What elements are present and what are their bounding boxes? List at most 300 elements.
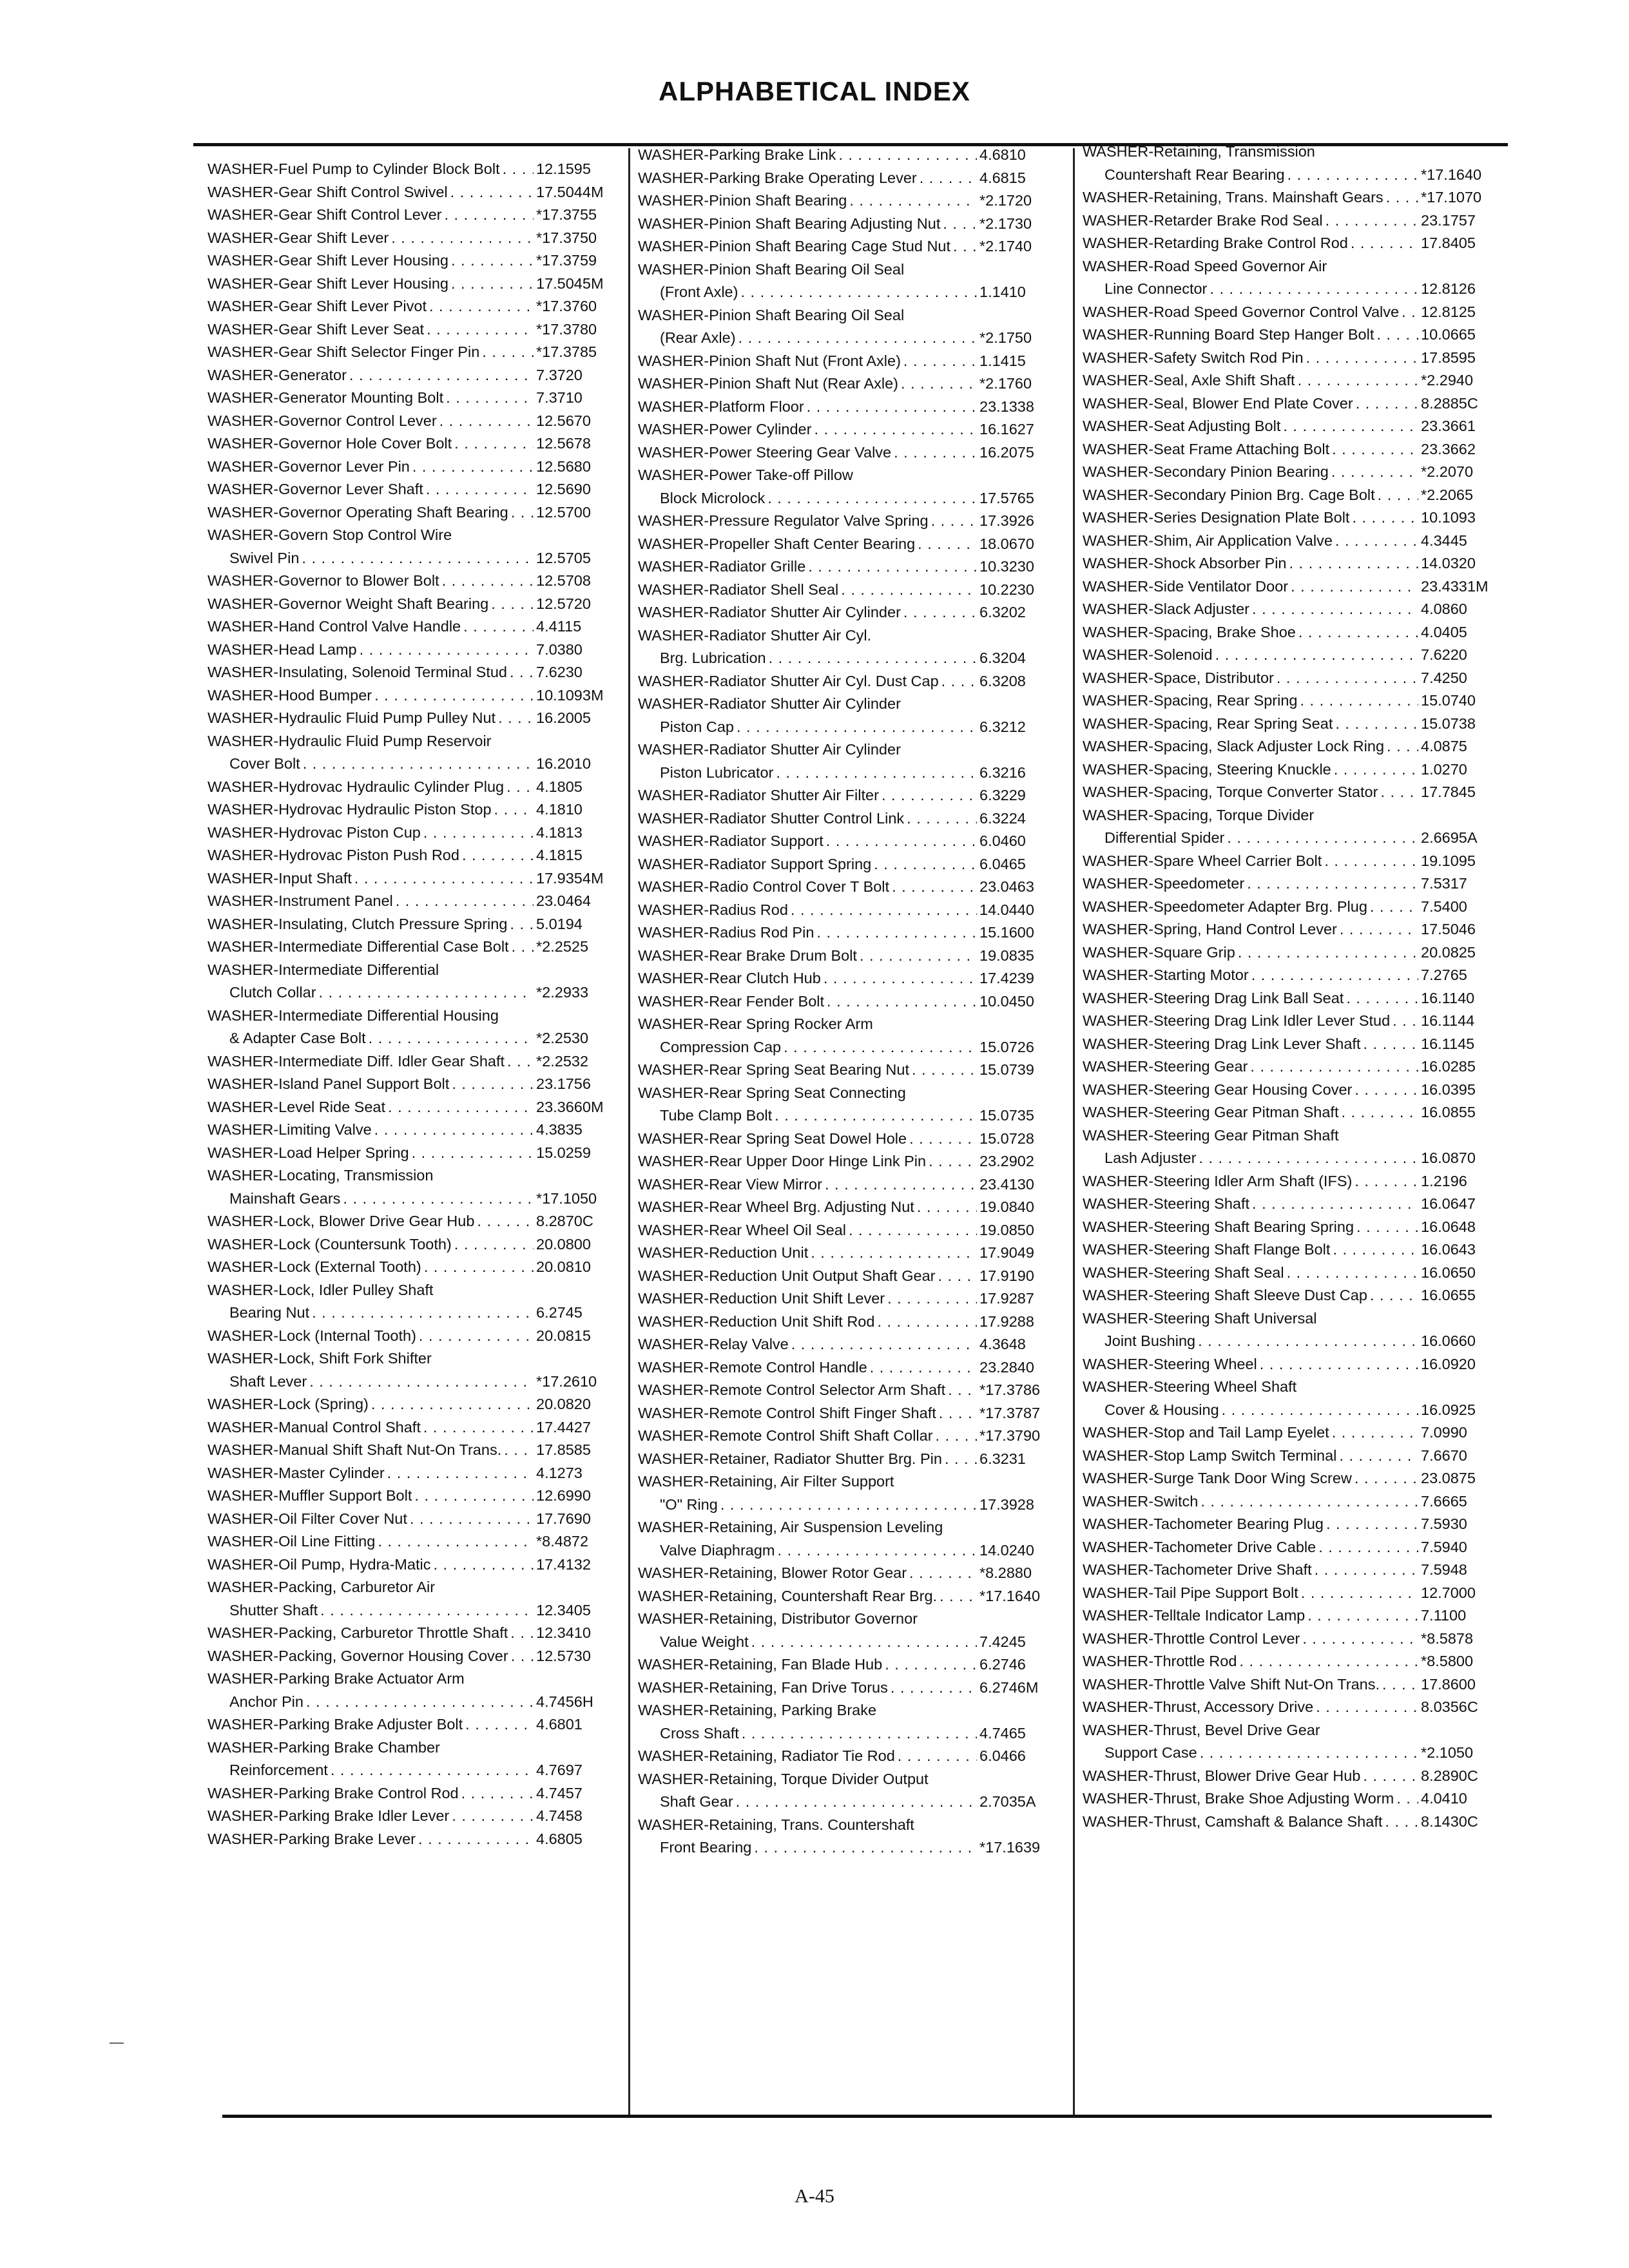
entry-title: WASHER-Steering Shaft Bearing Spring xyxy=(1083,1218,1354,1235)
index-entry xyxy=(207,387,620,410)
entry-heading: WASHER-Locating, Transmission xyxy=(207,1167,434,1184)
dot-leader xyxy=(1380,781,1418,804)
index-entry xyxy=(638,350,1063,373)
entry-reference: 23.1338 xyxy=(979,398,1034,415)
entry-continuation: Piston Cap xyxy=(660,718,734,735)
entry-reference: 12.8125 xyxy=(1421,303,1476,320)
entry-title: WASHER-Safety Switch Rod Pin xyxy=(1083,349,1304,366)
entry-reference: *17.1640 xyxy=(1421,166,1482,183)
index-entry xyxy=(1083,1238,1505,1262)
dot-leader xyxy=(463,615,534,639)
index-entry xyxy=(1083,1787,1505,1811)
entry-title: WASHER-Rear Spring Seat Dowel Hole xyxy=(638,1129,907,1147)
entry-reference: 10.3230 xyxy=(979,558,1034,575)
entry-reference: 16.0285 xyxy=(1421,1058,1476,1075)
index-entry xyxy=(1083,1536,1505,1559)
dot-leader xyxy=(1200,1490,1418,1514)
entry-reference: 12.5680 xyxy=(536,457,591,475)
entry-title: WASHER-Spacing, Brake Shoe xyxy=(1083,623,1296,640)
index-entry xyxy=(207,798,620,822)
entry-title: WASHER-Steering Shaft Seal xyxy=(1083,1264,1284,1281)
entry-reference: 16.0920 xyxy=(1421,1355,1476,1372)
dot-leader xyxy=(940,1585,977,1608)
dot-leader xyxy=(1250,1055,1418,1079)
dot-leader xyxy=(1331,461,1418,484)
dot-leader xyxy=(929,1150,977,1173)
entry-title: WASHER-Manual Shift Shaft Nut-On Trans. xyxy=(207,1441,502,1458)
entry-reference: *17.3790 xyxy=(979,1427,1041,1444)
dot-leader xyxy=(751,1631,977,1654)
entry-reference: 16.0660 xyxy=(1421,1332,1476,1349)
dot-leader xyxy=(451,249,534,273)
column-divider-right xyxy=(1073,148,1075,2115)
entry-reference: 17.8405 xyxy=(1421,235,1476,251)
dot-leader xyxy=(369,1027,534,1050)
entry-continuation: Swivel Pin xyxy=(229,549,300,566)
entry-title: WASHER-Propeller Shaft Center Bearing xyxy=(638,535,916,552)
dot-leader xyxy=(953,235,977,258)
entry-reference: *17.3787 xyxy=(979,1404,1041,1421)
dot-leader xyxy=(898,1745,977,1768)
index-entry xyxy=(638,396,1063,419)
dot-leader xyxy=(510,661,534,684)
index-entry xyxy=(207,1530,620,1553)
index-entry xyxy=(207,456,620,479)
entry-title: WASHER-Retainer, Radiator Shutter Brg. Pin xyxy=(638,1450,942,1467)
dot-leader xyxy=(1198,1330,1418,1353)
dot-leader xyxy=(885,1653,977,1677)
entry-title: WASHER-Parking Brake Control Rod xyxy=(207,1784,459,1802)
entry-reference: 4.0405 xyxy=(1421,623,1467,640)
dot-leader xyxy=(808,555,977,579)
index-entry xyxy=(207,936,620,959)
entry-reference: 4.7697 xyxy=(536,1762,583,1778)
index-entry xyxy=(638,601,1063,624)
dot-leader xyxy=(825,1173,977,1196)
entry-continuation: "O" Ring xyxy=(660,1495,718,1513)
entry-continuation: Compression Cap xyxy=(660,1038,782,1055)
entry-reference: 4.6815 xyxy=(979,169,1026,186)
entry-title: WASHER-Tail Pipe Support Bolt xyxy=(1083,1584,1298,1601)
entry-heading: WASHER-Radiator Shutter Air Cylinder xyxy=(638,695,901,712)
entry-reference: 4.4115 xyxy=(536,618,582,635)
dot-leader xyxy=(887,1287,977,1311)
entry-title: WASHER-Parking Brake Idler Lever xyxy=(207,1807,450,1824)
entry-title: WASHER-Oil Pump, Hydra-Matic xyxy=(207,1555,431,1573)
dot-leader xyxy=(1332,438,1418,461)
entry-title: WASHER-Tachometer Bearing Plug xyxy=(1083,1515,1324,1532)
dot-leader xyxy=(1326,1513,1418,1536)
column-divider-left xyxy=(628,148,630,2115)
index-entry xyxy=(1083,323,1505,347)
dot-leader xyxy=(446,387,534,410)
entry-reference: *2.1720 xyxy=(979,192,1032,209)
dot-leader xyxy=(1307,1604,1418,1628)
entry-reference: 20.0820 xyxy=(536,1396,591,1412)
entry-heading: WASHER-Pinion Shaft Bearing Oil Seal xyxy=(638,260,905,278)
entry-heading: WASHER-Power Take-off Pillow xyxy=(638,466,853,483)
index-entry xyxy=(638,1013,1063,1059)
entry-reference: 17.8600 xyxy=(1421,1675,1476,1693)
index-entry xyxy=(638,830,1063,853)
entry-reference: 6.2746M xyxy=(979,1678,1039,1696)
entry-title: WASHER-Pressure Regulator Valve Spring xyxy=(638,512,929,529)
index-entry xyxy=(1083,347,1505,370)
entry-title: WASHER-Reduction Unit Shift Lever xyxy=(638,1290,885,1307)
dot-leader xyxy=(1200,1742,1418,1765)
dot-leader xyxy=(907,807,977,831)
index-entry xyxy=(207,341,620,364)
entry-title: WASHER-Remote Control Selector Arm Shaft xyxy=(638,1381,946,1398)
entry-reference: 17.9190 xyxy=(979,1267,1034,1284)
dot-leader xyxy=(1332,1421,1418,1445)
entry-reference: 7.1100 xyxy=(1421,1607,1467,1624)
entry-reference: 20.0800 xyxy=(536,1235,591,1253)
index-entry xyxy=(638,1219,1063,1242)
entry-title: WASHER-Retaining, Trans. Mainshaft Gears xyxy=(1083,189,1383,206)
entry-continuation: Piston Lubricator xyxy=(660,764,774,781)
entry-title: WASHER-Parking Brake Lever xyxy=(207,1830,416,1847)
entry-title: WASHER-Seat Adjusting Bolt xyxy=(1083,418,1281,434)
entry-title: WASHER-Rear View Mirror xyxy=(638,1175,822,1193)
entry-reference: 4.3445 xyxy=(1421,532,1467,549)
index-entry xyxy=(638,533,1063,556)
entry-reference: 6.0465 xyxy=(979,855,1026,872)
index-entry xyxy=(638,372,1063,396)
dot-leader xyxy=(1298,369,1418,392)
index-entry xyxy=(207,1119,620,1142)
entry-title: WASHER-Hand Control Valve Handle xyxy=(207,618,461,635)
index-entry xyxy=(207,1667,620,1713)
entry-title: WASHER-Pinion Shaft Bearing Adjusting Nut xyxy=(638,215,941,232)
index-entry xyxy=(207,1393,620,1416)
index-entry xyxy=(1083,621,1505,644)
entry-title: WASHER-Load Helper Spring xyxy=(207,1144,409,1161)
entry-reference: *2.2933 xyxy=(536,984,589,1001)
dot-leader xyxy=(1316,1696,1418,1719)
index-entry xyxy=(1083,804,1505,850)
dot-leader xyxy=(439,410,534,433)
entry-title: WASHER-Gear Shift Control Swivel xyxy=(207,183,448,200)
dot-leader xyxy=(849,1219,977,1242)
index-entry xyxy=(207,890,620,913)
entry-title: WASHER-Series Designation Plate Bolt xyxy=(1083,509,1350,526)
entry-reference: 17.9049 xyxy=(979,1244,1034,1261)
dot-leader xyxy=(827,990,977,1014)
entry-reference: *17.3755 xyxy=(536,206,597,223)
entry-heading: WASHER-Retaining, Distributor Governor xyxy=(638,1610,918,1627)
index-entry xyxy=(207,318,620,341)
entry-title: WASHER-Spare Wheel Carrier Bolt xyxy=(1083,852,1322,869)
dot-leader xyxy=(841,579,977,602)
dot-leader xyxy=(461,1782,534,1805)
dot-leader xyxy=(1210,278,1418,301)
index-entry xyxy=(1083,964,1505,987)
dot-leader xyxy=(309,1370,534,1394)
entry-title: WASHER-Thrust, Brake Shoe Adjusting Worm xyxy=(1083,1790,1394,1807)
index-entry xyxy=(207,1576,620,1622)
entry-reference: 19.0835 xyxy=(979,947,1034,964)
dot-leader xyxy=(903,601,977,624)
entry-title: WASHER-Spacing, Torque Converter Stator xyxy=(1083,783,1378,800)
dot-leader xyxy=(1252,1193,1418,1216)
entry-title: WASHER-Hood Bumper xyxy=(207,686,372,704)
dot-leader xyxy=(917,1196,977,1219)
entry-title: WASHER-Hydrovac Hydraulic Piston Stop xyxy=(207,801,492,818)
index-entry xyxy=(1083,1445,1505,1468)
index-entry xyxy=(207,570,620,593)
entry-reference: 7.6670 xyxy=(1421,1446,1467,1464)
entry-title: WASHER-Steering Gear Pitman Shaft xyxy=(1083,1104,1339,1120)
entry-title: WASHER-Road Speed Governor Control Valve xyxy=(1083,303,1400,320)
dot-leader xyxy=(1251,964,1418,987)
dot-leader xyxy=(918,533,977,556)
dot-leader xyxy=(1260,1353,1418,1376)
index-entry xyxy=(638,1333,1063,1356)
dot-leader xyxy=(778,1539,977,1562)
entry-title: WASHER-Spacing, Slack Adjuster Lock Ring xyxy=(1083,738,1385,754)
entry-title: WASHER-Power Cylinder xyxy=(638,421,812,437)
dot-leader xyxy=(1385,1811,1418,1834)
index-entry xyxy=(207,478,620,501)
index-entry xyxy=(1083,1628,1505,1651)
entry-reference: 8.2890C xyxy=(1421,1767,1478,1784)
entry-reference: *2.2525 xyxy=(536,938,589,955)
dot-leader xyxy=(811,1242,977,1265)
dot-leader xyxy=(1351,232,1418,255)
entry-reference: 16.1145 xyxy=(1421,1035,1475,1052)
index-entry xyxy=(1083,506,1505,530)
entry-continuation: Line Connector xyxy=(1104,280,1208,297)
entry-heading: WASHER-Retaining, Trans. Countershaft xyxy=(638,1816,914,1833)
index-entry xyxy=(1083,1376,1505,1421)
index-entry xyxy=(1083,1513,1505,1536)
dot-leader xyxy=(503,158,534,181)
index-entry xyxy=(207,1050,620,1073)
dot-leader xyxy=(1382,1673,1418,1696)
dot-leader xyxy=(1346,987,1418,1010)
dot-leader xyxy=(1324,850,1418,873)
entry-title: WASHER-Steering Drag Link Idler Lever Stud xyxy=(1083,1012,1391,1029)
dot-leader xyxy=(1354,1467,1418,1490)
dot-leader xyxy=(769,647,977,670)
dot-leader xyxy=(754,1836,977,1860)
entry-title: WASHER-Throttle Rod xyxy=(1083,1653,1237,1669)
dot-leader xyxy=(378,1530,534,1553)
entry-title: WASHER-Surge Tank Door Wing Screw xyxy=(1083,1470,1352,1486)
entry-reference: 12.5690 xyxy=(536,481,591,497)
entry-continuation: Countershaft Rear Bearing xyxy=(1104,166,1285,183)
dot-leader xyxy=(454,432,534,456)
index-entry xyxy=(638,235,1063,258)
dot-leader xyxy=(374,684,534,707)
index-entry xyxy=(207,615,620,639)
entry-reference: 23.2902 xyxy=(979,1153,1034,1169)
index-entry xyxy=(1083,896,1505,919)
entry-continuation: & Adapter Case Bolt xyxy=(229,1030,366,1046)
entry-reference: 7.6230 xyxy=(536,664,583,680)
index-entry xyxy=(638,945,1063,968)
index-entry xyxy=(207,1142,620,1165)
entry-reference: 17.4239 xyxy=(979,970,1034,986)
index-entry xyxy=(1083,1421,1505,1445)
dot-leader xyxy=(1333,1238,1418,1262)
index-entry xyxy=(1083,918,1505,941)
entry-continuation: Bearing Nut xyxy=(229,1304,310,1321)
dot-leader xyxy=(1354,1079,1418,1102)
index-entry xyxy=(1083,1033,1505,1056)
index-entry xyxy=(638,1128,1063,1151)
dot-leader xyxy=(892,876,977,899)
entry-title: WASHER-Thrust, Camshaft & Balance Shaft xyxy=(1083,1812,1383,1830)
dot-leader xyxy=(465,1713,534,1736)
entry-reference: 17.9288 xyxy=(979,1312,1034,1330)
entry-reference: 6.3208 xyxy=(979,672,1026,689)
index-entry xyxy=(207,639,620,662)
entry-reference: 12.1595 xyxy=(536,160,591,177)
entry-title: WASHER-Steering Wheel xyxy=(1083,1355,1257,1372)
entry-reference: 12.5670 xyxy=(536,412,591,429)
entry-reference: *17.3786 xyxy=(979,1381,1041,1398)
index-entry xyxy=(638,1699,1063,1745)
entry-reference: 4.0875 xyxy=(1421,738,1467,754)
entry-reference: 4.6810 xyxy=(979,146,1026,163)
entry-title: WASHER-Relay Valve xyxy=(638,1336,789,1352)
index-entry xyxy=(1083,689,1505,713)
index-entry xyxy=(638,1608,1063,1653)
entry-title: WASHER-Governor Lever Pin xyxy=(207,457,410,475)
entry-continuation: Block Microlock xyxy=(660,489,766,506)
entry-reference: 12.5730 xyxy=(536,1647,591,1664)
entry-title: WASHER-Head Lamp xyxy=(207,640,357,658)
entry-reference: 1.1415 xyxy=(979,352,1026,369)
dot-leader xyxy=(1298,621,1418,644)
entry-reference: 10.2230 xyxy=(979,581,1034,598)
dot-leader xyxy=(1325,209,1418,233)
entry-title: WASHER-Packing, Carburetor Throttle Shaft xyxy=(207,1624,508,1641)
index-entry xyxy=(638,555,1063,579)
entry-reference: 10.0450 xyxy=(979,992,1034,1010)
dot-leader xyxy=(312,1302,534,1325)
index-entry xyxy=(638,1265,1063,1288)
entry-title: WASHER-Master Cylinder xyxy=(207,1464,385,1481)
dot-leader xyxy=(1363,1033,1418,1056)
entry-reference: 23.3660M xyxy=(536,1098,604,1115)
entry-title: WASHER-Level Ride Seat xyxy=(207,1098,386,1115)
entry-title: WASHER-Speedometer xyxy=(1083,875,1245,892)
dot-leader xyxy=(450,181,534,204)
index-entry xyxy=(638,1356,1063,1379)
entry-continuation: Lash Adjuster xyxy=(1104,1149,1197,1166)
index-entry xyxy=(638,967,1063,990)
entry-reference: *17.1639 xyxy=(979,1839,1041,1856)
dot-leader xyxy=(302,547,534,570)
entry-title: WASHER-Seat Frame Attaching Bolt xyxy=(1083,440,1330,457)
entry-title: WASHER-Seal, Blower End Plate Cover xyxy=(1083,394,1353,412)
entry-title: WASHER-Governor Control Lever xyxy=(207,412,437,429)
entry-title: WASHER-Governor Lever Shaft xyxy=(207,481,423,497)
entry-reference: *2.1750 xyxy=(979,329,1032,346)
index-entry xyxy=(1083,1307,1505,1353)
entry-reference: 12.5708 xyxy=(536,572,591,589)
entry-title: WASHER-Solenoid xyxy=(1083,646,1213,663)
entry-reference: 7.4245 xyxy=(979,1633,1026,1650)
entry-reference: 8.0356C xyxy=(1421,1698,1478,1715)
margin-mark xyxy=(110,2042,124,2044)
index-entry xyxy=(1083,301,1505,324)
index-entry xyxy=(207,1508,620,1531)
index-entry xyxy=(638,1402,1063,1425)
entry-title: WASHER-Lock (Internal Tooth) xyxy=(207,1327,416,1344)
dot-leader xyxy=(504,1439,534,1462)
dot-leader xyxy=(1252,598,1418,621)
dot-leader xyxy=(462,844,534,867)
entry-title: WASHER-Hydrovac Hydraulic Cylinder Plug xyxy=(207,778,505,795)
dot-leader xyxy=(1227,827,1418,850)
dot-leader xyxy=(512,936,534,959)
index-entry xyxy=(638,1287,1063,1311)
index-entry xyxy=(638,1059,1063,1082)
entry-title: WASHER-Muffler Support Bolt xyxy=(207,1487,412,1504)
dot-leader xyxy=(510,1622,534,1645)
entry-heading: WASHER-Rear Spring Rocker Arm xyxy=(638,1015,873,1032)
index-entry xyxy=(207,227,620,250)
entry-reference: 15.0726 xyxy=(979,1038,1034,1055)
dot-leader xyxy=(1370,1284,1418,1307)
dot-leader xyxy=(737,716,977,739)
entry-title: WASHER-Gear Shift Lever Housing xyxy=(207,274,448,292)
entry-title: WASHER-Hydrovac Piston Cup xyxy=(207,823,421,841)
entry-reference: 23.1756 xyxy=(536,1075,591,1092)
entry-title: WASHER-Generator xyxy=(207,366,347,383)
dot-leader xyxy=(1376,323,1418,347)
entry-reference: 6.2746 xyxy=(979,1656,1026,1673)
dot-leader xyxy=(1341,1101,1418,1124)
dot-leader xyxy=(1287,164,1418,187)
index-entry xyxy=(1083,1101,1505,1124)
dot-leader xyxy=(936,1425,977,1448)
index-entry xyxy=(1083,575,1505,599)
entry-reference: 17.5045M xyxy=(536,274,604,292)
dot-leader xyxy=(838,144,977,167)
index-entry xyxy=(638,990,1063,1014)
index-entry xyxy=(1083,140,1505,186)
dot-leader xyxy=(1356,392,1418,416)
entry-reference: 19.0850 xyxy=(979,1221,1034,1238)
index-entry xyxy=(638,304,1063,350)
entry-title: WASHER-Lock, Blower Drive Gear Hub xyxy=(207,1213,475,1229)
entry-reference: 4.7458 xyxy=(536,1807,583,1824)
index-entry xyxy=(207,776,620,799)
entry-title: WASHER-Thrust, Accessory Drive xyxy=(1083,1698,1314,1715)
entry-title: WASHER-Limiting Valve xyxy=(207,1121,372,1138)
index-entry xyxy=(207,1805,620,1828)
dot-leader xyxy=(331,1759,534,1782)
dot-leader xyxy=(909,1562,977,1585)
dot-leader xyxy=(452,1073,534,1096)
index-entry xyxy=(207,1325,620,1348)
entry-reference: 16.0643 xyxy=(1421,1241,1476,1258)
entry-heading: WASHER-Radiator Shutter Air Cyl. xyxy=(638,626,872,644)
entry-title: WASHER-Retaining, Blower Rotor Gear xyxy=(638,1564,907,1581)
dot-leader xyxy=(423,822,534,845)
entry-title: WASHER-Radiator Support Spring xyxy=(638,855,872,872)
index-entry xyxy=(207,273,620,296)
dot-leader xyxy=(451,273,534,296)
entry-title: WASHER-Parking Brake Operating Lever xyxy=(638,169,917,186)
entry-reference: 23.3661 xyxy=(1421,418,1476,434)
entry-title: WASHER-Rear Wheel Oil Seal xyxy=(638,1221,846,1238)
